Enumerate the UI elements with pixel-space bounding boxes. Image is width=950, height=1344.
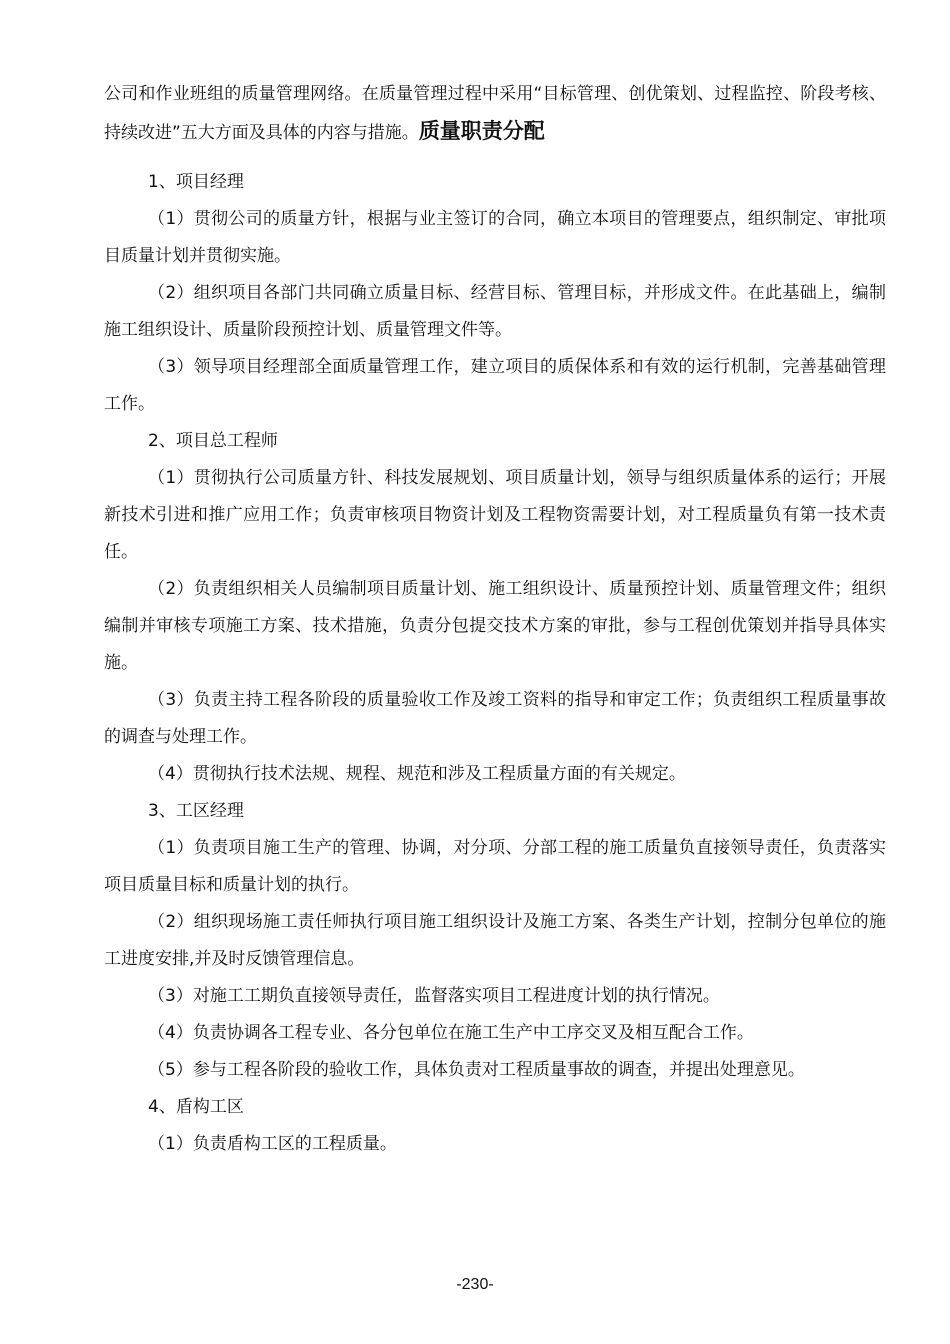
section-heading: 质量职责分配 xyxy=(418,119,545,143)
page-number: -230- xyxy=(456,1276,494,1293)
subheading-chief-engineer: 2、项目总工程师 xyxy=(148,431,278,451)
spacer xyxy=(104,152,886,164)
paragraph: （2）组织现场施工责任师执行项目施工组织设计及施工方案、各类生产计划，控制分包单位的施工进度安排,并及时反馈管理信息。 xyxy=(104,912,886,969)
paragraph: （3）负责主持工程各阶段的质量验收工作及竣工资料的指导和审定工作；负责组织工程质量事故的调查与处理工作。 xyxy=(104,690,886,747)
paragraph: （1）贯彻公司的质量方针，根据与业主签订的合同，确立本项目的管理要点，组织制定、审批项目质量计划并贯彻实施。 xyxy=(104,209,886,266)
paragraph: （1）负责盾构工区的工程质量。 xyxy=(148,1134,397,1154)
paragraph: （2）组织项目各部门共同确立质量目标、经营目标、管理目标，并形成文件。在此基础上，编制施工组织设计、质量阶段预控计划、质量管理文件等。 xyxy=(104,283,886,340)
subheading-work-area-manager: 3、工区经理 xyxy=(148,801,244,821)
intro-text: 公司和作业班组的质量管理网络。在质量管理过程中采用“目标管理、创优策划、过程监控、阶段考核、持续改进”五大方面及具体的内容与措施。 xyxy=(104,84,886,143)
paragraph: （4）贯彻执行技术法规、规程、规范和涉及工程质量方面的有关规定。 xyxy=(148,764,686,784)
document-body xyxy=(104,76,886,1163)
paragraph: （5）参与工程各阶段的验收工作，具体负责对工程质量事故的调查，并提出处理意见。 xyxy=(148,1060,805,1080)
paragraph: （2）负责组织相关人员编制项目质量计划、施工组织设计、质量预控计划、质量管理文件；组织编制并审核专项施工方案、技术措施，负责分包提交技术方案的审批，参与工程创优策划并指导具体实施。 xyxy=(104,579,886,673)
intro-paragraph xyxy=(104,76,886,152)
paragraph: （1）贯彻执行公司质量方针、科技发展规划、项目质量计划，领导与组织质量体系的运行；开展新技术引进和推广应用工作；负责审核项目物资计划及工程物资需要计划，对工程质量负有第一技术责任。 xyxy=(104,468,886,562)
paragraph: （1）负责项目施工生产的管理、协调，对分项、分部工程的施工质量负直接领导责任，负责落实项目质量目标和质量计划的执行。 xyxy=(104,838,886,895)
subheading-shield-work-area: 4、盾构工区 xyxy=(148,1097,244,1117)
paragraph: （3）对施工工期负直接领导责任，监督落实项目工程进度计划的执行情况。 xyxy=(148,986,720,1006)
paragraph: （4）负责协调各工程专业、各分包单位在施工生产中工序交叉及相互配合工作。 xyxy=(148,1023,754,1043)
subheading-project-manager: 1、项目经理 xyxy=(148,172,244,192)
paragraph: （3）领导项目经理部全面质量管理工作，建立项目的质保体系和有效的运行机制，完善基础管理工作。 xyxy=(104,357,886,414)
